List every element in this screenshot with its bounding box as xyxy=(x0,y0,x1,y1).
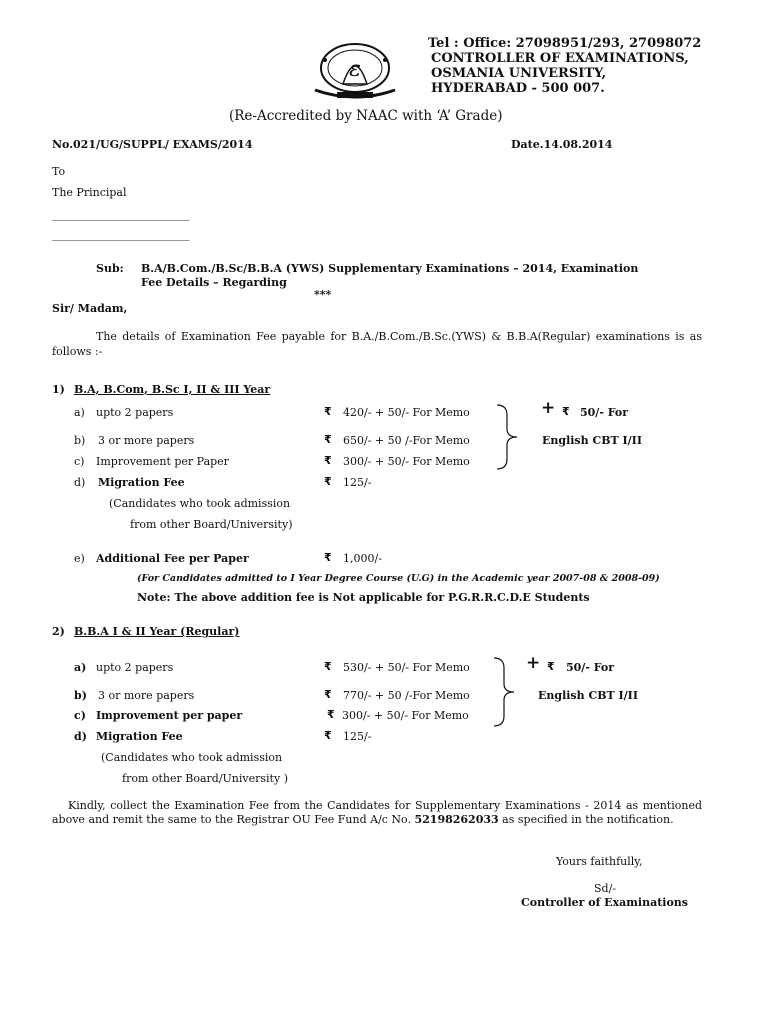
s1-item-e-label: Additional Fee per Paper xyxy=(96,552,249,565)
subject-label: Sub: xyxy=(96,262,124,275)
s1-item-d-marker: d) xyxy=(74,476,86,489)
s2-item-b-marker: b) xyxy=(74,689,87,702)
letter-date: Date.14.08.2014 xyxy=(511,138,613,151)
header-tel: Tel : Office: 27098951/293, 27098072 xyxy=(428,36,702,51)
recipient: The Principal xyxy=(52,186,127,199)
s2-item-a-fee: 530/- + 50/- For Memo xyxy=(343,661,470,674)
s1-migration-note-1: (Candidates who took admission xyxy=(109,497,291,510)
rupee-icon: ₹ xyxy=(327,708,335,721)
s1-item-d-label: Migration Fee xyxy=(98,476,185,489)
s2-item-a-marker: a) xyxy=(74,661,87,674)
additional-fee-applicability-note: Note: The above addition fee is Not applicable for P.G.R.R.C.D.E Students xyxy=(137,591,590,604)
salutation: Sir/ Madam, xyxy=(52,302,128,315)
rupee-icon: ₹ xyxy=(324,454,332,467)
fee-fund-account-number: 52198262033 xyxy=(414,813,499,826)
rupee-icon: ₹ xyxy=(324,405,332,418)
brace-right-icon xyxy=(495,403,525,471)
s1-item-a-marker: a) xyxy=(74,406,85,419)
header-city: HYDERABAD - 500 007. xyxy=(431,81,605,96)
rupee-icon: ₹ xyxy=(562,405,570,418)
s2-item-d-fee: 125/- xyxy=(343,730,372,743)
s1-item-e-marker: e) xyxy=(74,552,85,565)
section-2-number: 2) xyxy=(52,625,65,638)
s1-cbt-label: English CBT I/II xyxy=(542,434,642,447)
header-org: CONTROLLER OF EXAMINATIONS, xyxy=(431,51,689,66)
s2-item-b-fee: 770/- + 50 /-For Memo xyxy=(343,689,470,702)
subject-line-1: B.A/B.Com./B.Sc/B.B.A (YWS) Supplementary Examinations – 2014, Examination xyxy=(141,262,639,275)
rupee-icon: ₹ xyxy=(547,660,555,673)
subject-stars: *** xyxy=(314,288,332,301)
s1-item-a-label: upto 2 papers xyxy=(96,406,174,419)
s1-item-b-label: 3 or more papers xyxy=(98,434,195,447)
s2-item-b-label: 3 or more papers xyxy=(98,689,195,702)
s2-item-d-marker: d) xyxy=(74,730,87,743)
brace-right-icon xyxy=(492,656,522,728)
s1-item-c-fee: 300/- + 50/- For Memo xyxy=(343,455,470,468)
rupee-icon: ₹ xyxy=(324,433,332,446)
rupee-icon: ₹ xyxy=(324,551,332,564)
s1-item-c-marker: c) xyxy=(74,455,85,468)
s1-item-c-label: Improvement per Paper xyxy=(96,455,229,468)
reference-number: No.021/UG/SUPPL/ EXAMS/2014 xyxy=(52,138,253,151)
s1-item-d-fee: 125/- xyxy=(343,476,372,489)
s1-item-b-fee: 650/- + 50 /-For Memo xyxy=(343,434,470,447)
s1-cbt-fee: 50/- For xyxy=(580,406,629,419)
section-1-number: 1) xyxy=(52,383,65,396)
university-emblem-logo xyxy=(303,38,407,102)
section-2-title: B.B.A I & II Year (Regular) xyxy=(74,625,240,638)
subject-line-2: Fee Details – Regarding xyxy=(141,276,287,289)
closing-text-before: Kindly, collect the Examination Fee from the Candidates for Supplementary Examinations - 2014 as mentioned above and remit the same to the Registrar OU Fee Fund A/c No. xyxy=(52,799,702,826)
signatory-designation: Controller of Examinations xyxy=(521,896,688,909)
s2-item-c-label: Improvement per paper xyxy=(96,709,243,722)
s1-item-e-fee: 1,000/- xyxy=(343,552,382,565)
rupee-icon: ₹ xyxy=(324,660,332,673)
closing-text-after: as specified in the notification. xyxy=(498,813,674,826)
s2-migration-note-1: (Candidates who took admission xyxy=(101,751,283,764)
s1-item-b-marker: b) xyxy=(74,434,86,447)
intro-paragraph: The details of Examination Fee payable for B.A./B.Com./B.Sc.(YWS) & B.B.A(Regular) examinations is as follows :- xyxy=(52,330,702,358)
s2-cbt-fee: 50/- For xyxy=(566,661,615,674)
accreditation-line: (Re-Accredited by NAAC with ‘A’ Grade) xyxy=(229,108,503,124)
header-university: OSMANIA UNIVERSITY, xyxy=(431,66,607,81)
address-line-1: _________________________ xyxy=(52,208,190,221)
s2-cbt-label: English CBT I/II xyxy=(538,689,638,702)
to-label: To xyxy=(52,165,66,178)
s2-item-d-label: Migration Fee xyxy=(96,730,183,743)
rupee-icon: ₹ xyxy=(324,475,332,488)
additional-fee-note: (For Candidates admitted to I Year Degree Course (U.G) in the Academic year 2007-08 & 2008-09) xyxy=(137,573,660,584)
s1-item-a-fee: 420/- + 50/- For Memo xyxy=(343,406,470,419)
s2-cbt-plus: + xyxy=(526,653,541,673)
svg-text:ε: ε xyxy=(349,57,361,82)
closing-paragraph xyxy=(52,799,702,827)
rupee-icon: ₹ xyxy=(324,688,332,701)
s1-migration-note-2: from other Board/University) xyxy=(130,518,293,531)
s2-item-c-fee: 300/- + 50/- For Memo xyxy=(342,709,469,722)
s2-migration-note-2: from other Board/University ) xyxy=(122,772,288,785)
s2-item-c-marker: c) xyxy=(74,709,86,722)
yours-faithfully: Yours faithfully, xyxy=(556,855,643,868)
s2-item-a-label: upto 2 papers xyxy=(96,661,174,674)
section-1-title: B.A, B.Com, B.Sc I, II & III Year xyxy=(74,383,271,396)
signature-sd: Sd/- xyxy=(594,882,616,895)
rupee-icon: ₹ xyxy=(324,729,332,742)
s1-cbt-plus: + xyxy=(541,398,556,418)
address-line-2: _________________________ xyxy=(52,228,190,241)
